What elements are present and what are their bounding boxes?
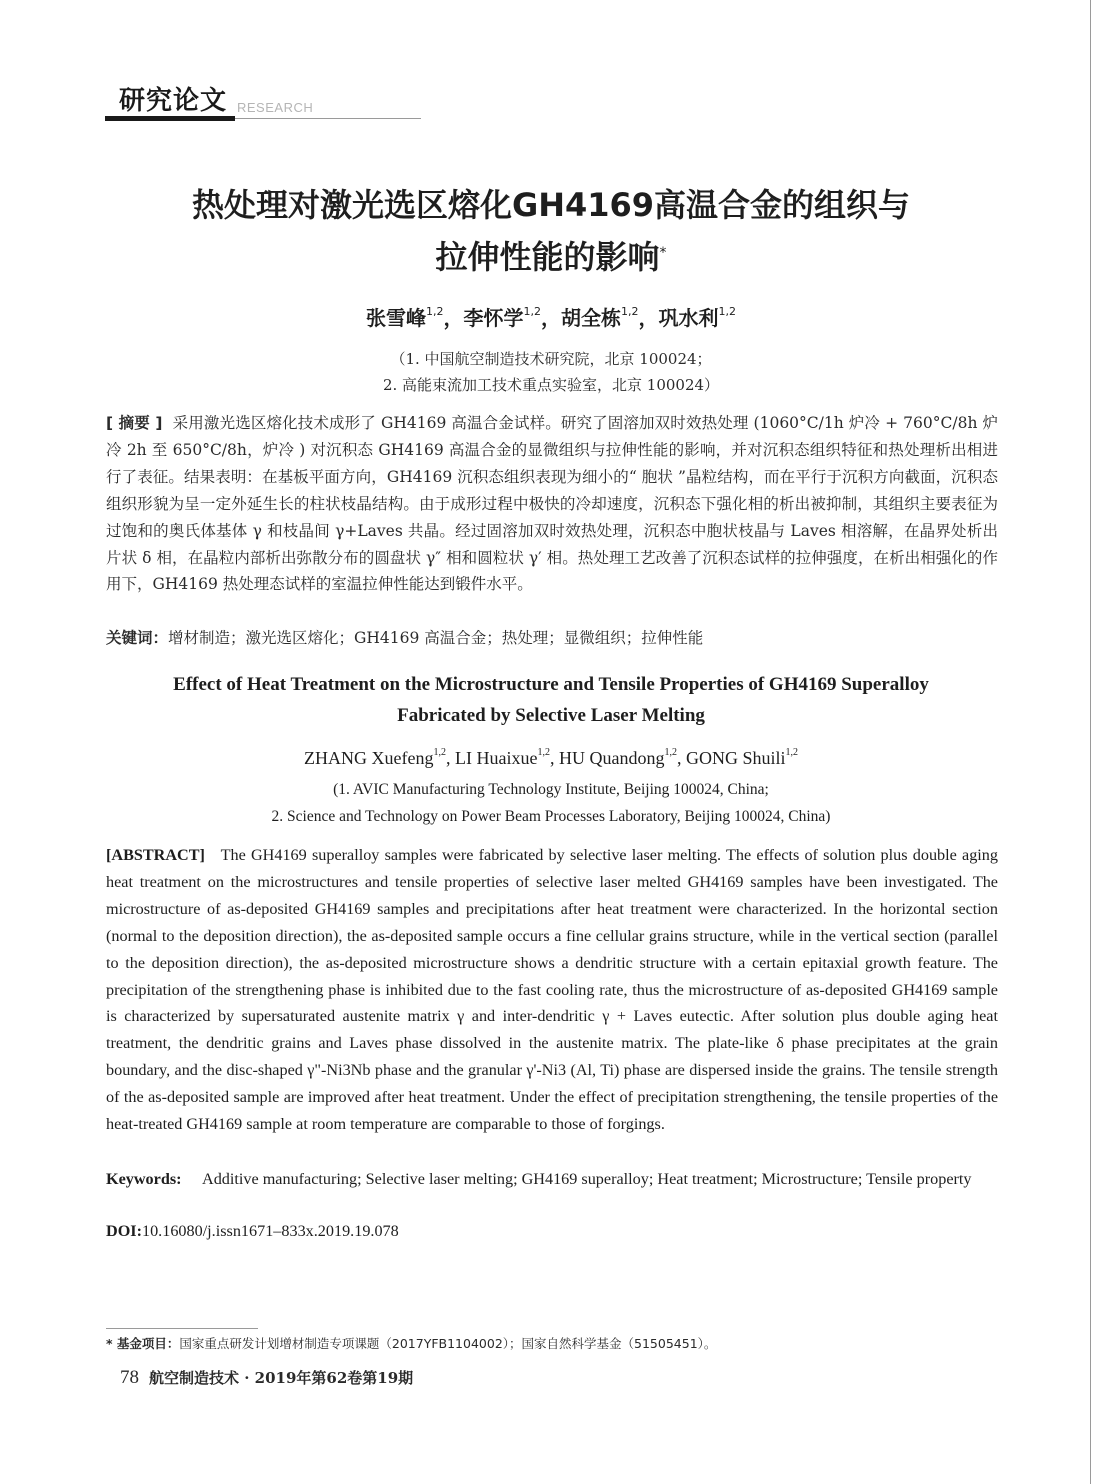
doi-label: DOI: [106,1222,142,1240]
page-number: 78 [120,1367,139,1388]
author-en-sup: 1,2 [785,747,798,758]
title-en-line1: Effect of Heat Treatment on the Microstructure and Tensile Properties of GH4169 Superalloy [173,674,929,695]
author-cn-sup: 1,2 [426,305,444,319]
author-en-sup: 1,2 [433,747,446,758]
title-cn-line2 [100,232,1002,282]
author-en-name: ZHANG Xuefeng [304,748,434,768]
author-en-name: HU Quandong [558,748,665,768]
footnote-label: * 基金项目： [106,1336,180,1351]
affiliation-cn-1: （1. 中国航空制造技术研究院，北京 100024； [390,350,712,368]
author-cn-sup: 1,2 [621,305,639,319]
author-en-sup: 1,2 [664,747,677,758]
doi [106,1222,399,1241]
abstract-cn-text: 采用激光选区熔化技术成形了 GH4169 高温合金试样。研究了固溶加双时效热处理 (1060°C/1h 炉冷 + 760°C/8h 炉冷 2h 至 650°C/8h，炉冷 ) 对沉积态 GH4169 高温合金的显微组织与拉伸性能的影响，并对沉积态组织特征和热处理析出相进行了表征。结果表明：在基板平面方向，GH4169 沉积态组织表现为细小的“ 胞状 ”晶粒结构，而在平行于沉积方向截面，沉积态组织形貌为呈一定外延生长的柱状枝晶结构。由于成形过程中极快的冷却速度，沉积态下强化相的析出被抑制，其组织主要表征为过饱和的奥氏体基体 γ 和枝晶间 γ+Laves 共晶。经过固溶加双时效热处理，沉积态中胞状枝晶与 Laves 相溶解，在晶界处析出片状 δ 相，在晶粒内部析出弥散分布的圆盘状 γ″ 相和圆粒状 γ′ 相。热处理工艺改善了沉积态试样的拉伸强度，在析出相强化的作用下，GH4169 热处理态试样的室温拉伸性能达到锻件水平。 [106,414,998,594]
page-footer [120,1367,413,1389]
author-en-separator: , [549,748,559,768]
author-cn-sup: 1,2 [523,305,541,319]
section-label-cn: 研究论文 [119,86,228,116]
keywords-en-text: Additive manufacturing; Selective laser melting; GH4169 superalloy; Heat treatment; Microstructure; Tensile property [202,1170,972,1188]
author-en-sup: 1,2 [537,747,550,758]
author-en-separator: , [445,748,455,768]
abstract-cn [106,410,998,598]
author-cn-name: 张雪峰 [366,306,426,330]
affiliation-en-1: (1. AVIC Manufacturing Technology Institute, Beijing 100024, China; [333,781,769,798]
keywords-en-label: Keywords: [106,1170,182,1188]
author-cn-separator: ， [443,306,464,330]
funding-footnote [106,1334,716,1352]
footnote-text: 国家重点研发计划增材制造专项课题（2017YFB1104002）；国家自然科学基金（51505451）。 [179,1336,717,1351]
author-cn-name: 巩水利 [658,306,719,330]
authors-cn [100,302,1002,331]
title-cn-line2-text: 拉伸性能的影响 [435,238,660,276]
author-cn-separator: ， [541,306,561,330]
author-en-name: LI Huaixue [454,748,538,768]
section-label-en: RESEARCH [237,100,314,115]
author-cn-separator: ， [638,306,659,330]
keywords-cn [106,625,998,652]
title-footnote-mark: * [659,245,667,261]
doi-value: 10.16080/j.issn1671–833x.2019.19.078 [141,1222,399,1240]
author-en-name: GONG Shuili [685,748,786,768]
abstract-en-text: The GH4169 superalloy samples were fabricated by selective laser melting. The effects of solution plus double aging heat treatment on the microstructures and tensile properties of selective laser melted GH4169 samples have been investigated. The microstructure of as-deposited GH4169 samples and precipitations after heat treatment were characterized. In the horizontal section (normal to the deposition direction), the as-deposited sample occurs a fine cellular grains structure, while in the vertical section (parallel to the deposition direction), the as-deposited microstructure shows a dendritic structure with a certain epitaxial growth feature. The precipitation of the strengthening phase is inhibited due to the fast cooling rate, thus the microstructure of as-deposited GH4169 sample is characterized by supersaturated austenite matrix γ and inter-dendritic γ + Laves eutectic. After solution plus double aging heat treatment, the dendritic grains and Laves phase dissolved in the austenite matrix. The plate-like δ phase precipitates at the grain boundary, and the disc-shaped γ"-Ni3Nb phase and the granular γ'-Ni3 (Al, Ti) phase are dispersed inside the grains. The tensile strength of the as-deposited sample are improved after heat treatment. Under the effect of precipitation strengthening, the tensile properties of the heat-treated GH4169 sample at room temperature are comparable to those of forgings. [106,846,998,1134]
title-cn-line1: 热处理对激光选区熔化GH4169高温合金的组织与 [191,186,911,224]
author-cn-name: 胡全栋 [561,306,621,330]
abstract-cn-label: [ 摘要 ] [106,414,163,432]
keywords-cn-text: 增材制造；激光选区熔化；GH4169 高温合金；热处理；显微组织；拉伸性能 [168,629,704,647]
page-edge-rule [1090,0,1091,1484]
authors-en [100,748,1002,769]
author-cn-sup: 1,2 [718,305,736,319]
journal-info: 航空制造技术 · 2019年第62卷第19期 [149,1369,414,1387]
section-header [105,74,505,124]
abstract-en [106,842,998,1138]
author-cn-name: 李怀学 [463,306,524,330]
abstract-en-label: [ABSTRACT] [106,846,205,864]
section-header-bar [105,116,235,121]
keywords-cn-label: 关键词： [106,629,169,647]
author-en-separator: , [676,748,686,768]
footnote-rule [106,1328,258,1329]
keywords-en [106,1166,998,1194]
title-en-line2: Fabricated by Selective Laser Melting [397,705,705,726]
affiliation-cn-2: 2. 高能束流加工技术重点实验室，北京 100024） [382,376,720,394]
section-header-rule [235,118,421,119]
affiliation-en-2: 2. Science and Technology on Power Beam Processes Laboratory, Beijing 100024, China) [271,808,831,825]
